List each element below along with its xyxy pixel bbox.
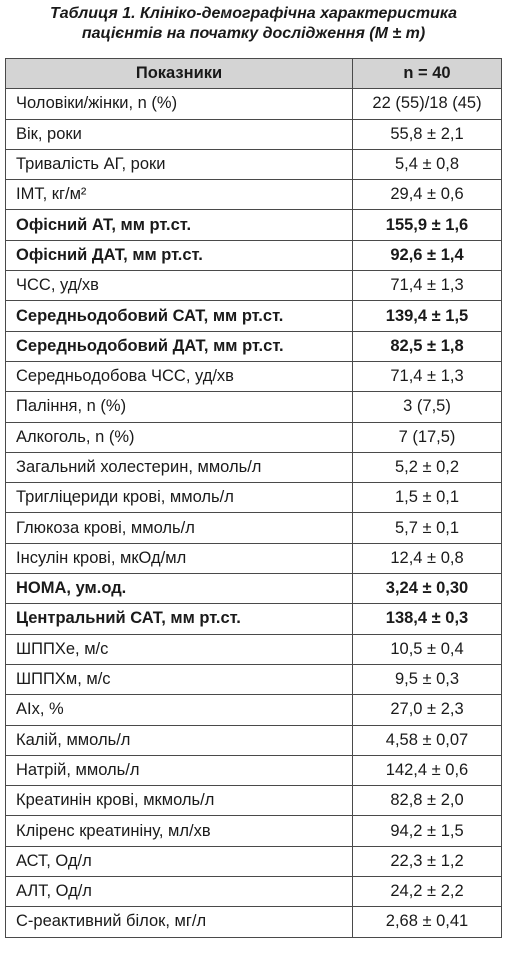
row-label: Паління, n (%) [6,392,353,422]
table-row [6,180,502,210]
row-value: 142,4 ± 0,6 [353,755,502,785]
table-row [6,271,502,301]
row-label: Вік, роки [6,119,353,149]
row-label: Офісний ДАТ, мм рт.ст. [6,240,353,270]
table-row [6,907,502,937]
column-header-indicators: Показники [6,59,353,89]
table-row [6,452,502,482]
row-label: Калій, ммоль/л [6,725,353,755]
row-label: АЛТ, Од/л [6,877,353,907]
table-row [6,361,502,391]
row-value: 3 (7,5) [353,392,502,422]
row-label: Глюкоза крові, ммоль/л [6,513,353,543]
table-row [6,634,502,664]
row-value: 3,24 ± 0,30 [353,574,502,604]
row-value: 2,68 ± 0,41 [353,907,502,937]
row-label: HOMA, ум.од. [6,574,353,604]
row-label: Центральний САТ, мм рт.ст. [6,604,353,634]
row-label: С-реактивний білок, мг/л [6,907,353,937]
table-row [6,543,502,573]
table-row [6,483,502,513]
row-label: ЧСС, уд/хв [6,271,353,301]
table-row [6,877,502,907]
row-label: ІМТ, кг/м² [6,180,353,210]
table-row [6,392,502,422]
row-value: 9,5 ± 0,3 [353,664,502,694]
row-value: 71,4 ± 1,3 [353,361,502,391]
row-value: 22,3 ± 1,2 [353,846,502,876]
row-value: 55,8 ± 2,1 [353,119,502,149]
table-body [6,89,502,937]
table-row [6,119,502,149]
row-value: 82,8 ± 2,0 [353,786,502,816]
row-label: Кліренс креатиніну, мл/хв [6,816,353,846]
row-label: Чоловіки/жінки, n (%) [6,89,353,119]
row-label: ШППХм, м/с [6,664,353,694]
caption-line-1: Таблиця 1. Клініко-демографічна характеристика [49,5,458,22]
row-label: Креатинін крові, мкмоль/л [6,786,353,816]
table-row [6,89,502,119]
table-row [6,210,502,240]
column-header-n: n = 40 [353,59,502,89]
row-value: 22 (55)/18 (45) [353,89,502,119]
row-label: Тригліцериди крові, ммоль/л [6,483,353,513]
table-row [6,664,502,694]
table-row [6,422,502,452]
row-label: Офісний АТ, мм рт.ст. [6,210,353,240]
row-value: 5,7 ± 0,1 [353,513,502,543]
row-label: Натрій, ммоль/л [6,755,353,785]
table-caption [0,0,507,48]
row-value: 12,4 ± 0,8 [353,543,502,573]
row-value: 10,5 ± 0,4 [353,634,502,664]
row-value: 155,9 ± 1,6 [353,210,502,240]
row-value: 5,2 ± 0,2 [353,452,502,482]
row-value: 94,2 ± 1,5 [353,816,502,846]
table-row [6,695,502,725]
characteristics-table [5,58,502,938]
table-row [6,149,502,179]
table-row [6,755,502,785]
row-value: 138,4 ± 0,3 [353,604,502,634]
table-row [6,604,502,634]
table-row [6,513,502,543]
row-value: 92,6 ± 1,4 [353,240,502,270]
table-row [6,725,502,755]
row-value: 1,5 ± 0,1 [353,483,502,513]
row-value: 27,0 ± 2,3 [353,695,502,725]
table-header-row [6,59,502,89]
row-value: 5,4 ± 0,8 [353,149,502,179]
table-row [6,846,502,876]
row-label: Загальний холестерин, ммоль/л [6,452,353,482]
table-row [6,574,502,604]
row-value: 29,4 ± 0,6 [353,180,502,210]
row-label: Тривалість АГ, роки [6,149,353,179]
row-label: ШППХе, м/с [6,634,353,664]
row-value: 7 (17,5) [353,422,502,452]
row-label: Середньодобова ЧСС, уд/хв [6,361,353,391]
row-value: 4,58 ± 0,07 [353,725,502,755]
table-row [6,331,502,361]
row-label: Середньодобовий САТ, мм рт.ст. [6,301,353,331]
row-value: 139,4 ± 1,5 [353,301,502,331]
row-value: 82,5 ± 1,8 [353,331,502,361]
row-label: Алкоголь, n (%) [6,422,353,452]
row-label: Середньодобовий ДАТ, мм рт.ст. [6,331,353,361]
table-row [6,240,502,270]
row-value: 24,2 ± 2,2 [353,877,502,907]
row-label: Інсулін крові, мкОд/мл [6,543,353,573]
row-label: AIx, % [6,695,353,725]
table-row [6,816,502,846]
row-value: 71,4 ± 1,3 [353,271,502,301]
table-row [6,301,502,331]
caption-line-2: пацієнтів на початку дослідження (M ± m) [81,25,426,42]
table-row [6,786,502,816]
row-label: АСТ, Од/л [6,846,353,876]
